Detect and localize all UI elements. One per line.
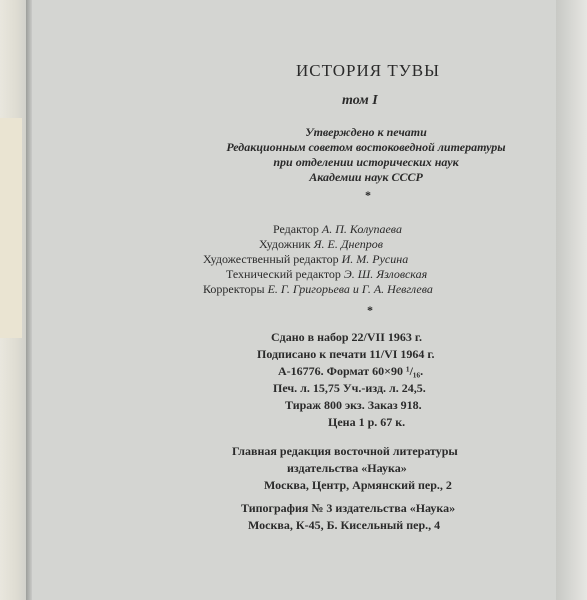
staff-role: Редактор [273, 222, 319, 236]
staff-role: Технический редактор [226, 267, 341, 281]
staff-artist [259, 238, 383, 250]
approval-line-3: при отделении исторических наук [273, 155, 459, 169]
print-run: Тираж 800 экз. Заказ 918. [285, 398, 422, 412]
book-title: ИСТОРИЯ ТУВЫ [296, 61, 440, 80]
price: Цена 1 р. 67 к. [328, 415, 406, 429]
format-info: А-16776. Формат 60×90 ¹/₁₆. [278, 364, 424, 378]
signed-date: Подписано к печати 11/VI 1964 г. [257, 347, 435, 361]
publisher-address: Москва, Центр, Армянский пер., 2 [264, 478, 452, 492]
staff-name: Е. Г. Григорьева и Г. А. Невглева [267, 282, 433, 296]
typeset-date: Сдано в набор 22/VII 1963 г. [271, 330, 422, 344]
paper-strip [0, 118, 22, 338]
separator-star: * [365, 188, 371, 202]
staff-role: Корректоры [203, 282, 265, 296]
publisher-line-1: Главная редакция восточной литературы [232, 444, 458, 458]
staff-role: Художник [259, 237, 311, 251]
staff-name: Э. Ш. Язловская [343, 267, 428, 281]
separator-star: * [367, 303, 373, 317]
publisher-line-2: издательства «Наука» [287, 461, 407, 475]
volume-label: том I [342, 93, 378, 108]
staff-art-editor [203, 253, 408, 265]
sheets-info: Печ. л. 15,75 Уч.-изд. л. 24,5. [273, 381, 426, 395]
staff-proofreaders [203, 283, 433, 295]
approval-line-4: Академии наук СССР [309, 170, 423, 184]
printer-line-1: Типография № 3 издательства «Наука» [241, 501, 456, 515]
staff-name: А. П. Колупаева [321, 222, 402, 236]
approval-line-1: Утверждено к печати [305, 125, 427, 139]
page-right-edge [556, 0, 587, 600]
staff-editor [273, 223, 402, 235]
staff-name: И. М. Русина [341, 252, 409, 266]
staff-name: Я. Е. Днепров [313, 237, 383, 251]
staff-tech-editor [226, 268, 427, 280]
staff-role: Художественный редактор [203, 252, 339, 266]
approval-line-2: Редакционным советом востоковедной литературы [226, 140, 506, 154]
printer-address: Москва, К-45, Б. Кисельный пер., 4 [248, 518, 441, 532]
